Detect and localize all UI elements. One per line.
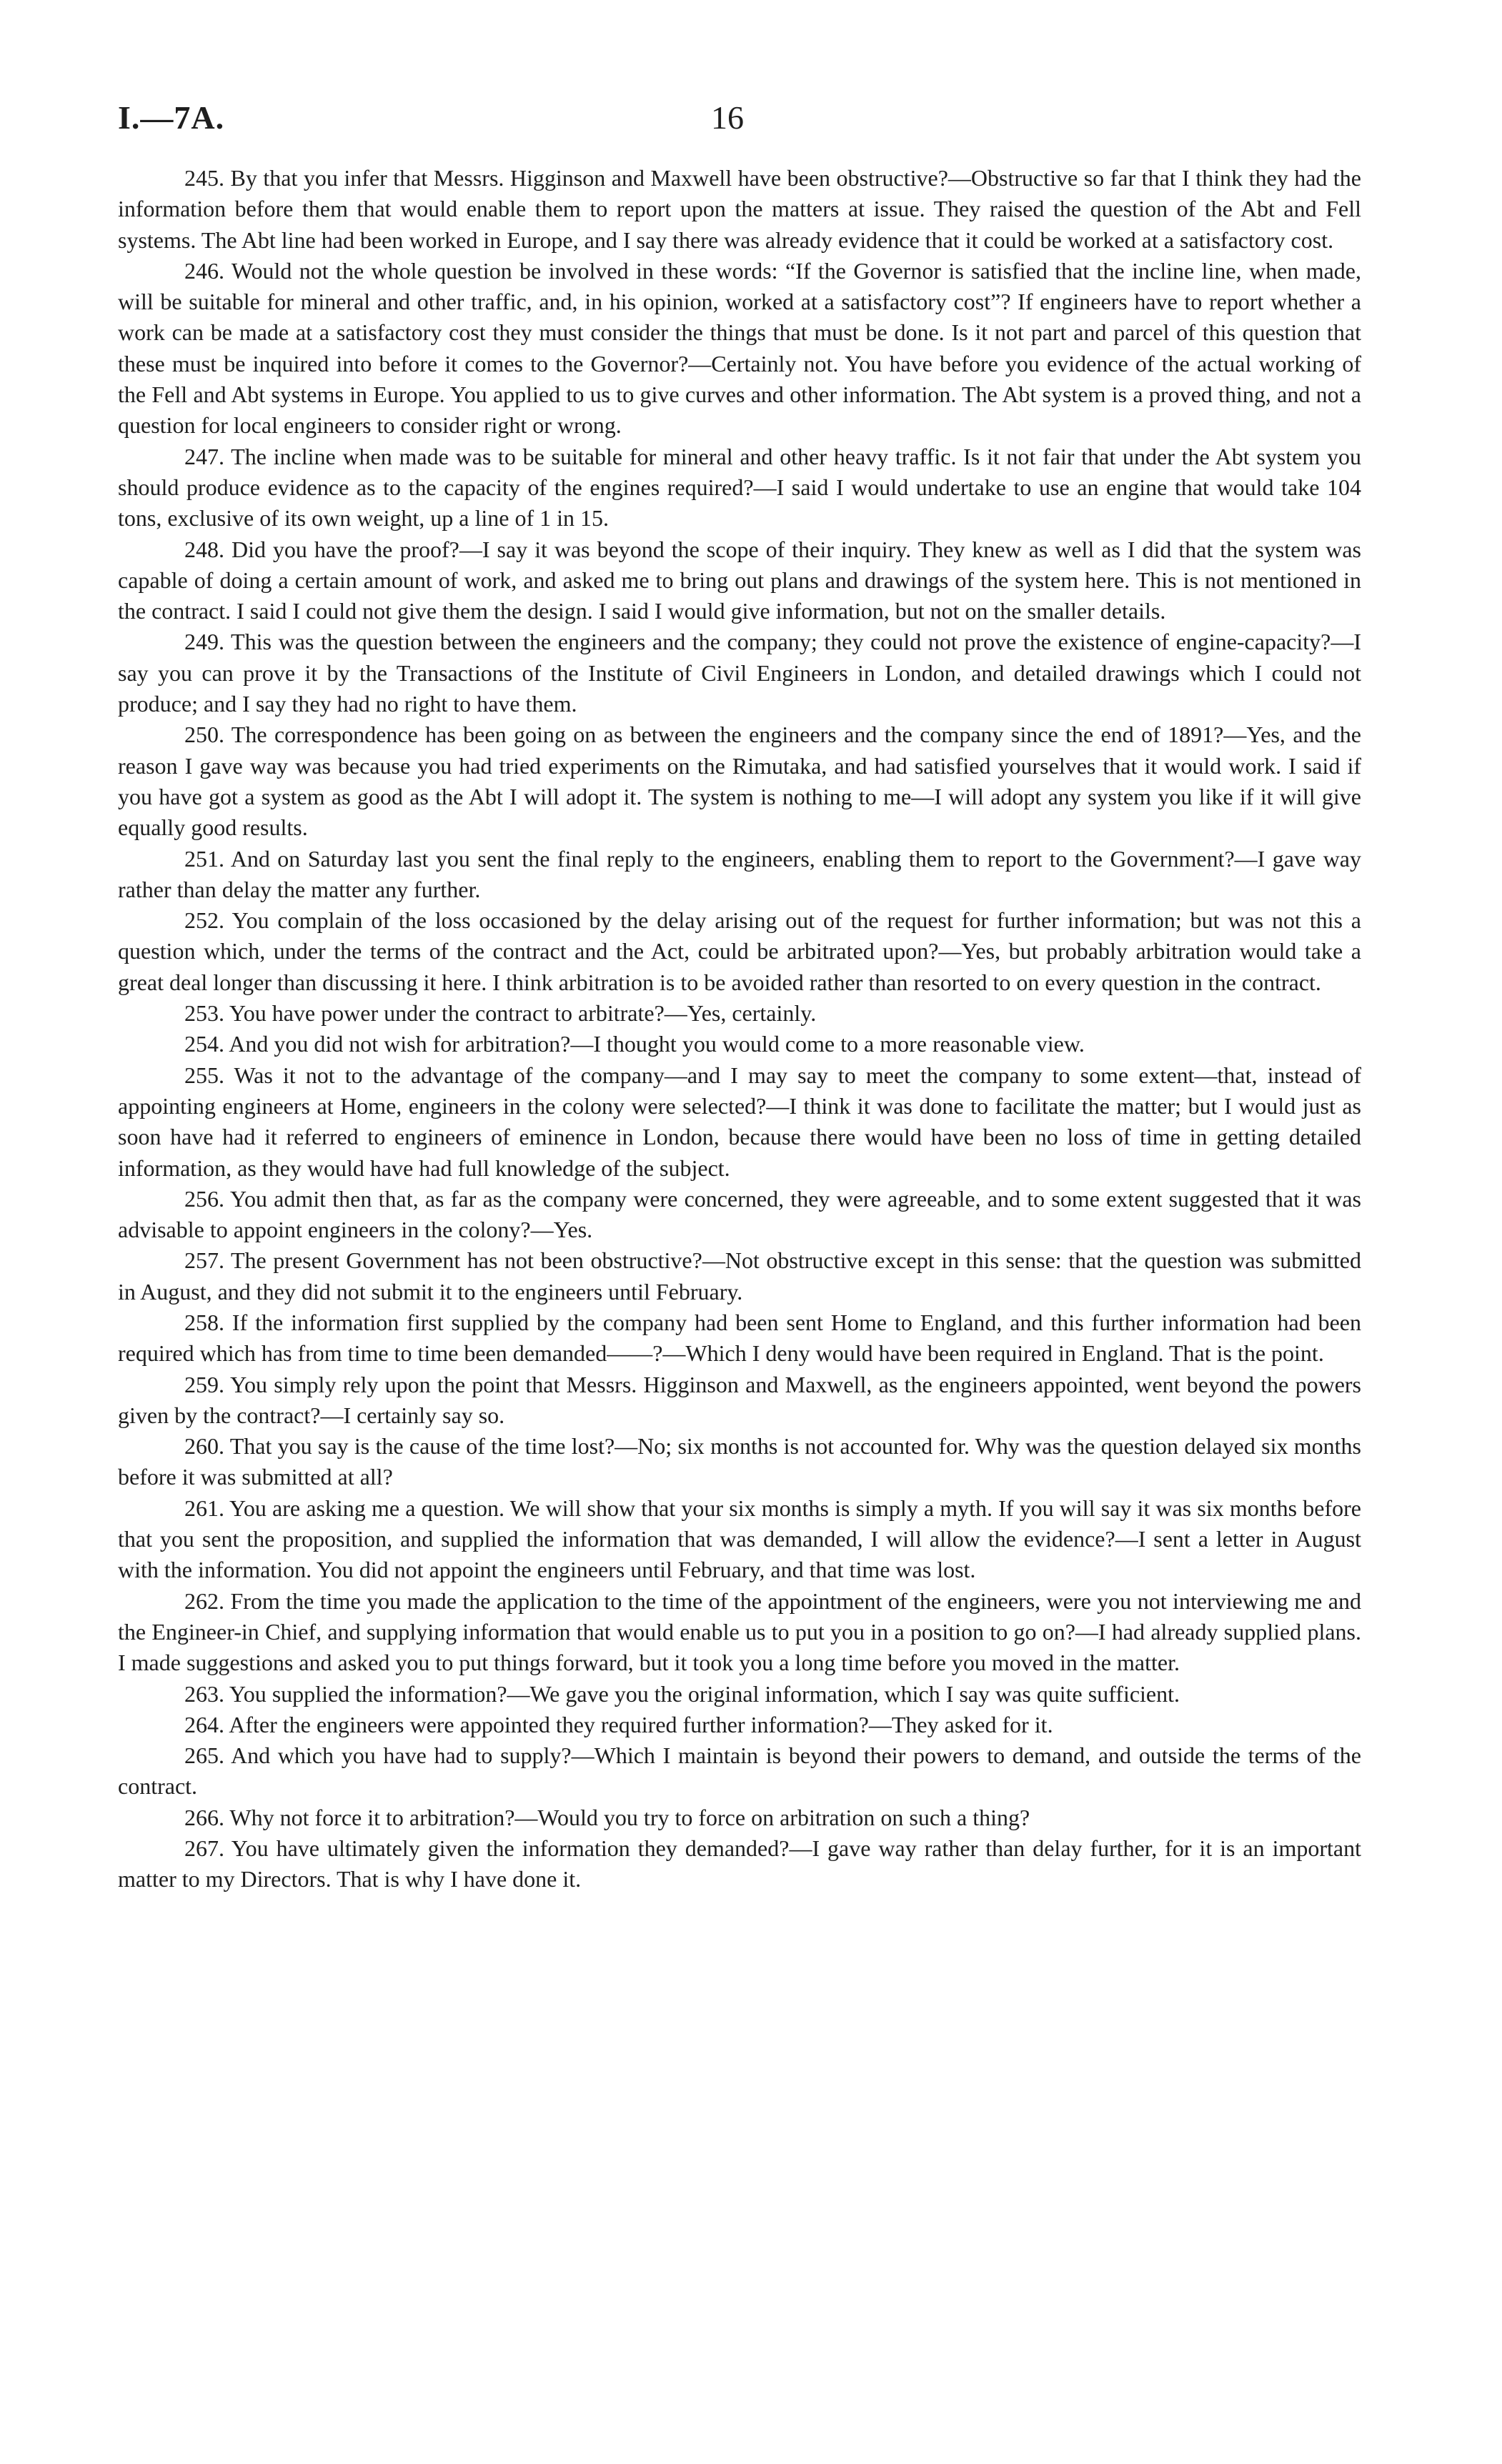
document-reference: I.—7A. [118, 99, 225, 136]
page-number: 16 [711, 99, 744, 136]
paragraph-255: 255. Was it not to the advantage of the company—and I may say to meet the company to some extent—that, instead of appointing engineers at Home, engineers in the colony were selected?—I think it was done to facilitate the matter; but I would just as soon have had it referred to engineers of eminence in London, because there would have been no loss of time in getting detailed information, as they would have had full knowledge of the subject. [118, 1062, 1361, 1181]
paragraph-246: 246. Would not the whole question be involved in these words: “If the Governor is satisfied that the incline line, when made, will be suitable for mineral and other traffic, and, in his opinion, worked at a satisfactory cost”? If engineers have to report whether a work can be made at a satisfactory cost they must consider the things that must be done. Is it not part and parcel of this question that these must be inquired into before it comes to the Governor?—Certainly not. You have before you evidence of the actual working of the Fell and Abt systems in Europe. You applied to us to give curves and other information. The Abt system is a proved thing, and not a question for local engineers to consider right or wrong. [118, 257, 1361, 439]
paragraph-250: 250. The correspondence has been going on as between the engineers and the company since the end of 1891?—Yes, and the reason I gave way was because you had tried experiments on the Rimutaka, and had satisfied yourselves that it would work. I said if you have got a system as good as the Abt I will adopt it. The system is nothing to me—I will adopt any system you like if it will give equally good results. [118, 722, 1361, 841]
paragraph-249: 249. This was the question between the engineers and the company; they could not prove the existence of engine-capacity?—I say you can prove it by the Transactions of the Institute of Civil Engineers in London, and detailed drawings which I could not produce; and I say they had no right to have them. [118, 629, 1361, 717]
paragraph-265: 265. And which you have had to supply?—Which I maintain is beyond their powers to demand, and outside the terms of the contract. [118, 1742, 1361, 1800]
paragraph-247: 247. The incline when made was to be suitable for mineral and other heavy traffic. Is it not fair that under the Abt system you should produce evidence as to the capacity of the engines required?—I said I would undertake to use an engine that would take 104 tons, exclusive of its own weight, up a line of 1 in 15. [118, 443, 1361, 532]
paragraph-257: 257. The present Government has not been obstructive?—Not obstructive except in this sense: that the question was submitted in August, and they did not submit it to the engineers until February. [118, 1247, 1361, 1305]
paragraph-258: 258. If the information first supplied by the company had been sent Home to England, and this further information had been required which has from time to time been demanded——?—Which I deny would have been required in England. That is the point. [118, 1309, 1361, 1367]
paragraph-260: 260. That you say is the cause of the time lost?—No; six months is not accounted for. Why was the question delayed six months before it was submitted at all? [118, 1433, 1361, 1490]
paragraph-266: 266. Why not force it to arbitration?—Would you try to force on arbitration on such a thing? [184, 1804, 1030, 1830]
paragraph-252: 252. You complain of the loss occasioned by the delay arising out of the request for further information; but was not this a question which, under the terms of the contract and the Act, could be arbitrated upon?—Yes, but probably arbitration would take a great deal longer than discussing it here. I think arbitration is to be avoided rather than resorted to on every question in the contract. [118, 907, 1361, 995]
paragraph-261: 261. You are asking me a question. We will show that your six months is simply a myth. If you will say it was six months before that you sent the proposition, and supplied the information that was demanded, I will allow the evidence?—I sent a letter in August with the information. You did not appoint the engineers until February, and that time was lost. [118, 1495, 1361, 1583]
paragraph-248: 248. Did you have the proof?—I say it was beyond the scope of their inquiry. They knew as well as I did that the system was capable of doing a certain amount of work, and asked me to bring out plans and drawings of the system here. This is not mentioned in the contract. I said I could not give them the design. I said I would give information, but not on the smaller details. [118, 536, 1361, 624]
paragraph-267: 267. You have ultimately given the information they demanded?—I gave way rather than delay further, for it is an important matter to my Directors. That is why I have done it. [118, 1835, 1361, 1892]
paragraph-262: 262. From the time you made the application to the time of the appointment of the engineers, were you not interviewing me and the Engineer-in Chief, and supplying information that would enable us to put you in a position to go on?—I had already supplied plans. I made suggestions and asked you to put things forward, but it took you a long time before you moved in the matter. [118, 1587, 1361, 1676]
paragraph-253: 253. You have power under the contract to arbitrate?—Yes, certainly. [184, 1000, 817, 1027]
evidence-text [118, 163, 1361, 1895]
paragraph-264: 264. After the engineers were appointed they required further information?—They asked for it. [184, 1711, 1053, 1737]
paragraph-251: 251. And on Saturday last you sent the final reply to the engineers, enabling them to report to the Government?—I gave way rather than delay the matter any further. [118, 845, 1361, 902]
paragraph-256: 256. You admit then that, as far as the company were concerned, they were agreeable, and to some extent suggested that it was advisable to appoint engineers in the colony?—Yes. [118, 1185, 1361, 1243]
paragraph-254: 254. And you did not wish for arbitration?—I thought you would come to a more reasonable view. [184, 1031, 1085, 1057]
paragraph-259: 259. You simply rely upon the point that Messrs. Higginson and Maxwell, as the engineers appointed, went beyond the powers given by the contract?—I certainly say so. [118, 1371, 1361, 1428]
paragraph-245: 245. By that you infer that Messrs. Higginson and Maxwell have been obstructive?—Obstructive so far that I think they had the information before them that would enable them to report upon the matters at issue. They raised the question of the Abt and Fell systems. The Abt line had been worked in Europe, and I say there was already evidence that it could be worked at a satisfactory cost. [118, 165, 1361, 253]
paragraph-263: 263. You supplied the information?—We gave you the original information, which I say was quite sufficient. [184, 1680, 1180, 1707]
page-header [118, 99, 1361, 141]
